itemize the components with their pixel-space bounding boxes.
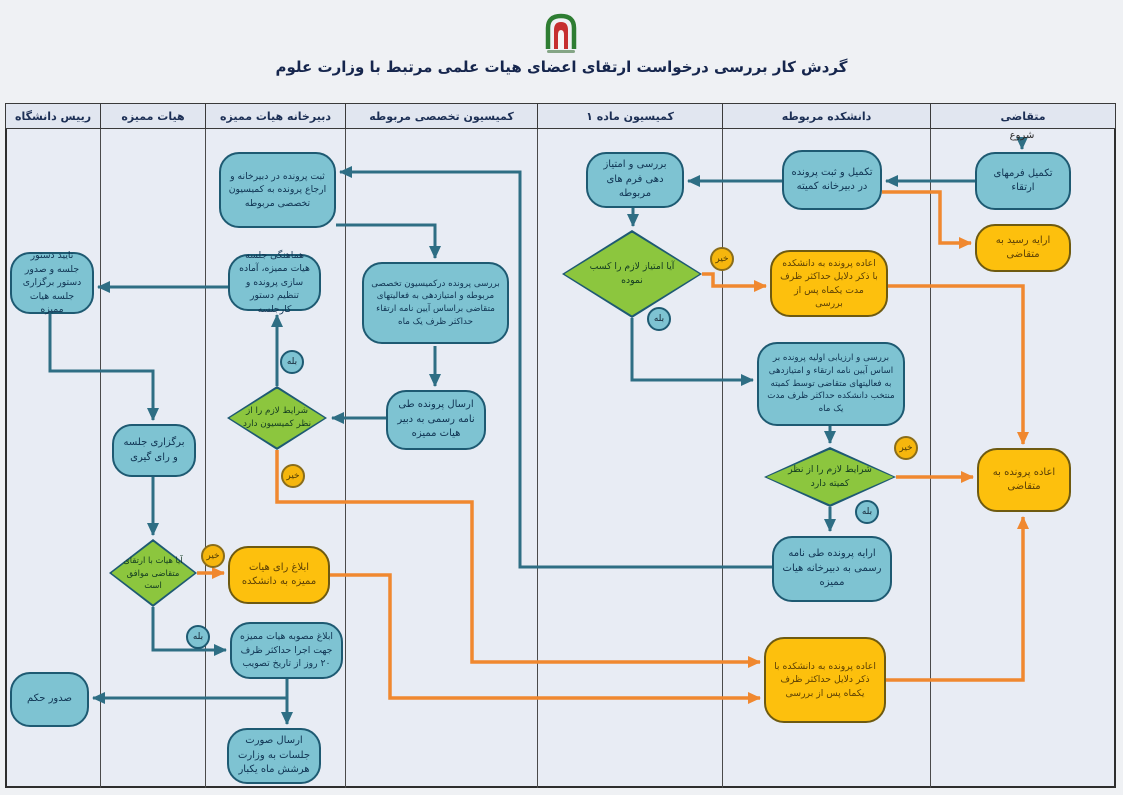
decision-label: آیا هیات با ارتقای متقاضی موافق است <box>123 555 183 591</box>
logo-caption-decoration <box>547 50 575 53</box>
decision-board-agrees-promotion <box>109 539 197 607</box>
lane-header-audit-board: هیات ممیزه <box>100 103 206 129</box>
node-hold-meeting-and-vote: برگزاری جلسه و رای گیری <box>112 424 196 477</box>
node-approve-agenda-order-meeting: تایید دستور جلسه و صدور دستور برگزاری جلسه هیات ممیزه <box>10 252 94 314</box>
node-complete-promotion-forms: تکمیل فرمهای ارتقاء <box>975 152 1071 210</box>
node-register-file-committee-secretariat: تکمیل و ثبت پرونده در دبیرخانه کمیته <box>782 150 882 210</box>
node-review-by-specialized-commission: بررسی پرونده درکمیسیون تخصصی مربوطه و امتیازدهی به فعالیتهای متقاضی براساس آیین نامه ارتقاء حداکثر ظرف یک ماه <box>362 262 509 344</box>
lane-header-audit-secretariat: دبیرخانه هیات ممیزه <box>205 103 346 129</box>
start-label: شروع <box>1009 130 1035 141</box>
node-return-file-to-faculty-2: اعاده پرونده به دانشکده با ذکر دلایل حداکثر ظرف یکماه پس از بررسی <box>764 637 886 723</box>
decision-commission-conditions-met <box>227 386 327 450</box>
node-issue-decree: صدور حکم <box>10 672 89 727</box>
lane-divider <box>537 129 538 788</box>
page-title: گردش کار بررسی درخواست ارتقای اعضای هیات علمی مرتبط با وزارت علوم <box>275 58 848 76</box>
decision-label: شرایط لازم را از نظر کمیته دارد <box>788 464 872 489</box>
university-emblem-icon <box>541 12 581 52</box>
lane-header-faculty: دانشکده مربوطه <box>722 103 931 129</box>
lane-divider <box>722 129 723 788</box>
badge-no-committee: خیر <box>894 436 918 460</box>
lane-header-specialized-commission: کمیسیون تخصصی مربوطه <box>345 103 538 129</box>
badge-yes-committee: بله <box>855 500 879 524</box>
node-submit-file-to-audit-secretariat: ارایه پرونده طی نامه رسمی به دبیرخانه هیات ممیزه <box>772 536 892 602</box>
node-return-file-to-faculty-1: اعاده پرونده به دانشکده با ذکر دلایل حداکثر ظرف مدت یکماه پس از بررسی <box>770 250 888 317</box>
node-notify-resolution-for-execution: ابلاغ مصوبه هیات ممیزه جهت اجرا حداکثر ظرف ۲۰ روز از تاریخ تصویب <box>230 622 343 679</box>
badge-yes-commission: بله <box>280 350 304 374</box>
badge-yes-score: بله <box>647 307 671 331</box>
lane-header-university-president: رییس دانشگاه <box>5 103 101 129</box>
node-send-minutes-to-ministry: ارسال صورت جلسات به وزارت هرشش ماه یکبار <box>227 728 321 784</box>
lane-divider <box>205 129 206 788</box>
node-return-file-to-applicant: اعاده پرونده به متقاضی <box>977 448 1071 512</box>
badge-no-score: خیر <box>710 247 734 271</box>
decision-required-score-obtained <box>562 230 702 318</box>
node-initial-review-by-faculty-committee: بررسی و ارزیابی اولیه پرونده بر اساس آیین نامه ارتقاء و امتیازدهی به فعالیتهای متقاضی توسط کمیته منتخب دانشکده حداکثر ظرف مدت یک ماه <box>757 342 905 426</box>
lane-divider <box>345 129 346 788</box>
node-review-score-forms: بررسی و امتیاز دهی فرم های مربوطه <box>586 152 684 208</box>
decision-label: آیا امتیاز لازم را کسب نموده <box>589 261 675 286</box>
lane-header-applicant: متقاضی <box>930 103 1116 129</box>
university-logo-icon <box>541 12 581 58</box>
lane-header-article1-commission: کمیسیون ماده ۱ <box>537 103 723 129</box>
node-notify-audit-board-vote: ابلاغ رای هیات ممیزه به دانشکده <box>228 546 330 604</box>
node-register-and-refer-file: ثبت پرونده در دبیرخانه و ارجاع پرونده به کمیسیون تخصصی مربوطه <box>219 152 336 228</box>
badge-no-board: خیر <box>201 544 225 568</box>
decision-label: شرایط لازم را از نظر کمیسیون دارد <box>242 405 312 429</box>
node-give-receipt-to-applicant: ارایه رسید به متقاضی <box>975 224 1071 272</box>
node-send-file-to-audit-secretary: ارسال پرونده طی نامه رسمی به دبیر هیات ممیزه <box>386 390 486 450</box>
badge-yes-board: بله <box>186 625 210 649</box>
node-coordinate-audit-board-meeting: هماهنگی جلسه هیات ممیزه، آماده سازی پرونده و تنظیم دستور کارجلسه <box>228 254 321 311</box>
decision-committee-conditions-met <box>764 447 896 507</box>
badge-no-commission: خیر <box>281 464 305 488</box>
lane-divider <box>100 129 101 788</box>
lane-divider <box>930 129 931 788</box>
